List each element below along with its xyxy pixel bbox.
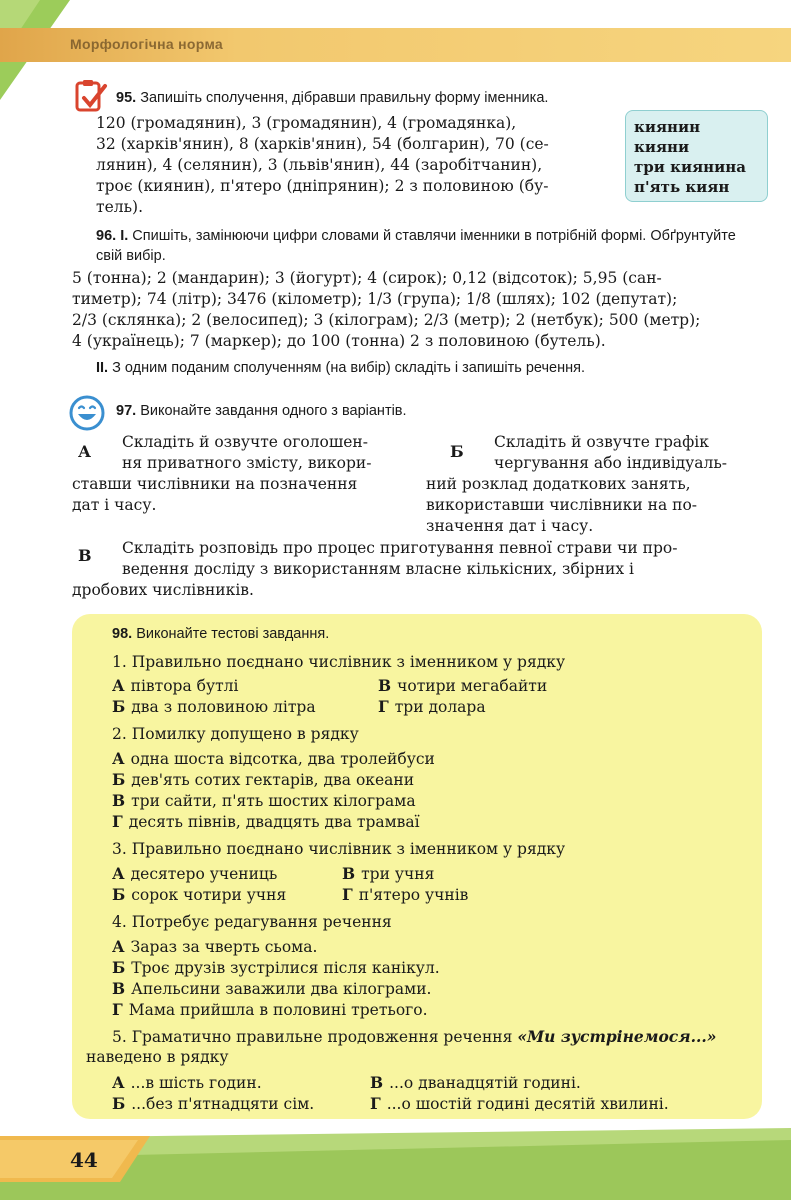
option-letter: Б	[112, 1094, 126, 1113]
smiley-icon	[68, 394, 106, 432]
word-box-item: п'ять киян	[634, 178, 730, 196]
task98-instruction: Виконайте тестові завдання.	[136, 626, 330, 642]
option-letter: Г	[378, 697, 389, 716]
answer-option[interactable]	[112, 791, 416, 811]
option-text: ...в шість годин.	[130, 1074, 262, 1092]
task95-line: 32 (харків'янин), 8 (харків'янин), 54 (болгарин), 70 (се-	[96, 135, 549, 153]
option-text: Апельсини заважили два кілограми.	[131, 980, 432, 998]
question-3: 3. Правильно поєднано числівник з іменником у рядку	[112, 840, 566, 858]
answer-option[interactable]	[112, 864, 277, 884]
task95-line: 120 (громадянин), 3 (громадянин), 4 (громадянка),	[96, 114, 517, 132]
option-text: два з половиною літра	[131, 698, 316, 716]
variant-line: ня приватного змісту, викори-	[122, 454, 372, 472]
variant-v-text	[72, 538, 764, 601]
task96-part1-text: Спишіть, замінюючи цифри словами й ставлячи іменники в потрібній формі. Обґрунтуйте свій вибір.	[96, 228, 736, 264]
option-text: чотири мегабайти	[397, 677, 548, 695]
option-text: Троє друзів зустрілися після канікул.	[131, 959, 440, 977]
task96-number: 96.	[96, 228, 117, 244]
option-letter: Г	[112, 1000, 123, 1019]
variant-line: значення дат і часу.	[426, 517, 594, 535]
variant-line: використавши числівники на по-	[426, 496, 698, 514]
variant-line: ний розклад додаткових занять,	[426, 475, 691, 493]
variant-b-letter: Б	[450, 442, 464, 461]
option-text: три сайти, п'ять шостих кілограма	[131, 792, 416, 810]
question-5	[112, 1027, 716, 1047]
option-text: дев'ять сотих гектарів, два океани	[131, 771, 415, 789]
option-letter: Г	[342, 885, 353, 904]
variant-a-letter: А	[78, 442, 92, 461]
option-text: три долара	[394, 698, 486, 716]
footer-band	[0, 1128, 791, 1200]
answer-option[interactable]	[112, 979, 431, 999]
answer-option[interactable]	[112, 676, 238, 696]
option-letter: А	[112, 937, 125, 956]
variant-line: Складіть розповідь про процес приготування певної страви чи про-	[122, 539, 678, 557]
option-text: півтора бутлі	[130, 677, 239, 695]
option-text: Мама прийшла в половині третього.	[128, 1001, 428, 1019]
task96-heading	[96, 226, 766, 266]
word-box-item: три киянина	[634, 158, 746, 176]
task98-heading	[112, 626, 329, 642]
task96-line: 4 (українець); 7 (маркер); до 100 (тонна) 2 з половиною (бутель).	[72, 332, 606, 350]
option-text: п'ятеро учнів	[358, 886, 469, 904]
question-2: 2. Помилку допущено в рядку	[112, 725, 359, 743]
section-title: Морфологічна норма	[70, 36, 224, 52]
option-letter: А	[112, 1073, 125, 1092]
option-text: десятеро учениць	[130, 865, 278, 883]
option-letter: Г	[112, 812, 123, 831]
task96-part2	[96, 358, 585, 378]
option-letter: А	[112, 749, 125, 768]
word-box-item: кияни	[634, 138, 690, 156]
variant-line: Складіть й озвучте графік	[494, 433, 709, 451]
option-letter: В	[112, 979, 126, 998]
option-text: Зараз за чверть сьома.	[130, 938, 318, 956]
answer-option[interactable]	[370, 1073, 581, 1093]
question-1: 1. Правильно поєднано числівник з іменником у рядку	[112, 653, 566, 671]
task95-number: 95.	[116, 90, 137, 106]
question-5-quote: «Ми зустрінемося...»	[517, 1027, 717, 1046]
task97-number: 97.	[116, 403, 137, 419]
option-text: сорок чотири учня	[131, 886, 287, 904]
variant-line: ставши числівники на позначення	[72, 475, 358, 493]
answer-option[interactable]	[112, 749, 435, 769]
task96-part2-label: II.	[96, 360, 109, 376]
answer-option[interactable]	[378, 676, 547, 696]
variant-line: чергування або індивідуаль-	[494, 454, 728, 472]
option-text: десять півнів, двадцять два трамваї	[128, 813, 420, 831]
task96-line: 5 (тонна); 2 (мандарин); 3 (йогурт); 4 (сирок); 0,12 (відсоток); 5,95 (сан-	[72, 269, 662, 287]
option-text: ...о дванадцятій годині.	[389, 1074, 581, 1092]
variant-line: ведення досліду з використанням власне кількісних, збірних і	[122, 560, 634, 578]
task96-part1-label: I.	[120, 228, 129, 244]
answer-option[interactable]	[112, 937, 317, 957]
question-5-end: наведено в рядку	[86, 1048, 229, 1066]
task96-text	[72, 268, 764, 352]
option-letter: В	[112, 791, 126, 810]
option-text: ...без п'ятнадцяти сім.	[131, 1095, 315, 1113]
task95-word-box	[625, 110, 768, 202]
task95-line: троє (киянин), п'ятеро (дніпрянин); 2 з половиною (бу-	[96, 177, 549, 195]
page-number: 44	[70, 1148, 98, 1172]
answer-option[interactable]	[112, 1000, 428, 1020]
task95-heading	[116, 88, 548, 108]
option-text: ...о шостій годині десятій хвилині.	[386, 1095, 669, 1113]
answer-option[interactable]	[342, 885, 468, 905]
task95-line: тель).	[96, 198, 144, 216]
answer-option[interactable]	[112, 885, 286, 905]
option-letter: Б	[112, 770, 126, 789]
task95-text	[96, 113, 608, 218]
answer-option[interactable]	[370, 1094, 669, 1114]
option-letter: Б	[112, 885, 126, 904]
option-text: одна шоста відсотка, два тролейбуси	[130, 750, 435, 768]
answer-option[interactable]	[112, 770, 414, 790]
write-task-icon	[74, 78, 108, 114]
option-letter: Б	[112, 697, 126, 716]
task95-line: лянин), 4 (селянин), 3 (львів'янин), 44 (заробітчанин),	[96, 156, 543, 174]
task96-part2-text: З одним поданим сполученням (на вибір) складіть і запишіть речення.	[112, 360, 586, 376]
answer-option[interactable]	[112, 812, 420, 832]
option-letter: В	[342, 864, 356, 883]
answer-option[interactable]	[112, 697, 316, 717]
answer-option[interactable]	[378, 697, 486, 717]
option-letter: В	[378, 676, 392, 695]
answer-option[interactable]	[112, 1094, 314, 1114]
option-letter: А	[112, 864, 125, 883]
question-5-start: 5. Граматично правильне продовження речення	[112, 1028, 518, 1046]
option-letter: В	[370, 1073, 384, 1092]
task98-number: 98.	[112, 626, 133, 642]
option-letter: Б	[112, 958, 126, 977]
variant-b-text	[426, 432, 764, 537]
answer-option[interactable]	[112, 1073, 262, 1093]
variant-line: дробових числівників.	[72, 581, 254, 599]
answer-option[interactable]	[342, 864, 434, 884]
variant-line: дат і часу.	[72, 496, 157, 514]
task96-line: тиметр); 74 (літр); 3476 (кілометр); 1/3 (група); 1/8 (шлях); 102 (депутат);	[72, 290, 678, 308]
task95-instruction: Запишіть сполучення, дібравши правильну форму іменника.	[140, 90, 549, 106]
variant-v-letter: В	[78, 546, 92, 565]
option-letter: А	[112, 676, 125, 695]
task97-heading	[116, 401, 407, 421]
option-text: три учня	[361, 865, 435, 883]
variant-line: Складіть й озвучте оголошен-	[122, 433, 369, 451]
task96-line: 2/3 (склянка); 2 (велосипед); 3 (кілограм); 2/3 (метр); 2 (нетбук); 500 (метр);	[72, 311, 701, 329]
variant-a-text	[72, 432, 396, 516]
answer-option[interactable]	[112, 958, 440, 978]
task97-instruction: Виконайте завдання одного з варіантів.	[140, 403, 407, 419]
question-4: 4. Потребує редагування речення	[112, 913, 392, 931]
option-letter: Г	[370, 1094, 381, 1113]
word-box-item: киянин	[634, 118, 701, 136]
